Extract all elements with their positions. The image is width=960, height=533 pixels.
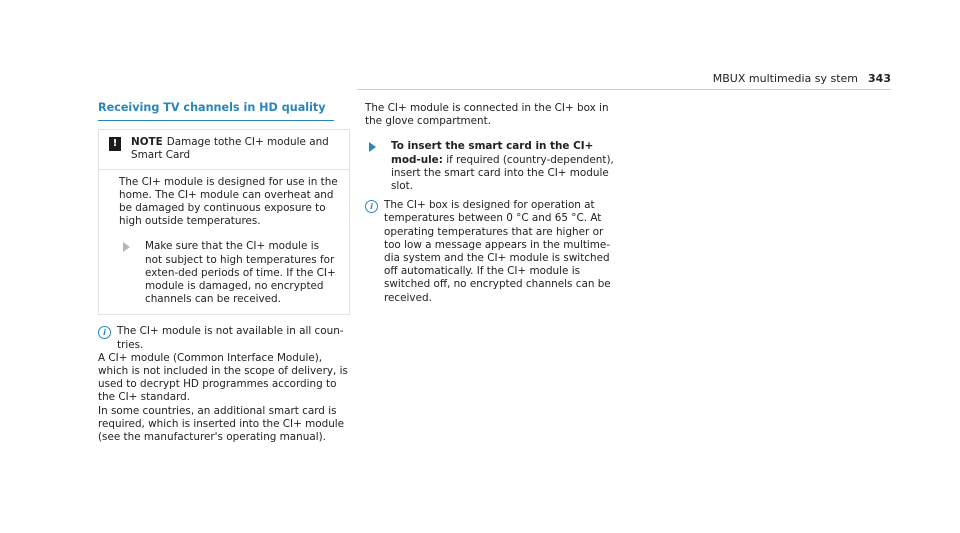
info-icon: i — [365, 200, 378, 213]
paragraph-smart-card: In some countries, an additional smart card is required, which is inserted into the CI+ module (see the manufacturer's operating manual). — [98, 404, 345, 444]
warning-icon: ! — [109, 137, 121, 151]
notice-text: The CI+ module is designed for use in the home. The CI+ module can overheat and be damaged by continuous exposure to high outside temperatures. — [119, 175, 338, 228]
header-rule — [357, 89, 891, 90]
notice-headline: Damage tothe CI+ module and Smart Card — [131, 136, 329, 162]
notice-header — [99, 130, 349, 169]
notice-box — [98, 129, 350, 315]
notice-keyword: NOTE — [131, 136, 163, 149]
step-arrow-icon — [369, 142, 383, 152]
info-note — [365, 199, 617, 305]
step-arrow-icon — [123, 242, 137, 252]
insert-card-step — [369, 140, 617, 193]
paragraph-ci-box: The CI+ module is connected in the CI+ box in the glove compartment. — [365, 102, 609, 128]
running-head-title: MBUX multimedia sy stem — [712, 72, 859, 85]
info-text: The CI+ box is designed for operation at temperatures between 0 °C and 65 °C. At operating temperatures that are higher or too low a message appears in the multime-dia system and the CI+ module is switched off automatically. If the CI+ module is switched off, no encrypted channels can be received. — [384, 199, 611, 304]
notice-step — [123, 240, 339, 306]
info-text: The CI+ module is not available in all coun-tries. — [117, 325, 344, 351]
right-column — [365, 102, 617, 305]
step-heading: To insert the smart card in the CI+ mod-ule: — [391, 140, 594, 166]
running-head — [713, 72, 891, 85]
notice-step-text: Make sure that the CI+ module is not subject to high temperatures for exten-ded periods of time. If the CI+ module is damaged, no encrypted channels can be received. — [145, 240, 336, 306]
info-icon: i — [98, 326, 111, 339]
section-title: Receiving TV channels in HD quality — [98, 101, 334, 121]
step-text: if required (country-dependent), insert the smart card into the CI+ module slot. — [391, 153, 614, 193]
info-note — [98, 325, 350, 351]
paragraph-ci-module: A CI+ module (Common Interface Module), which is not included in the scope of delivery, is used to decrypt HD programmes according to the CI+ standard. — [98, 351, 348, 404]
notice-body — [99, 170, 349, 315]
page-number: 343 — [868, 72, 891, 85]
left-column — [98, 101, 350, 444]
